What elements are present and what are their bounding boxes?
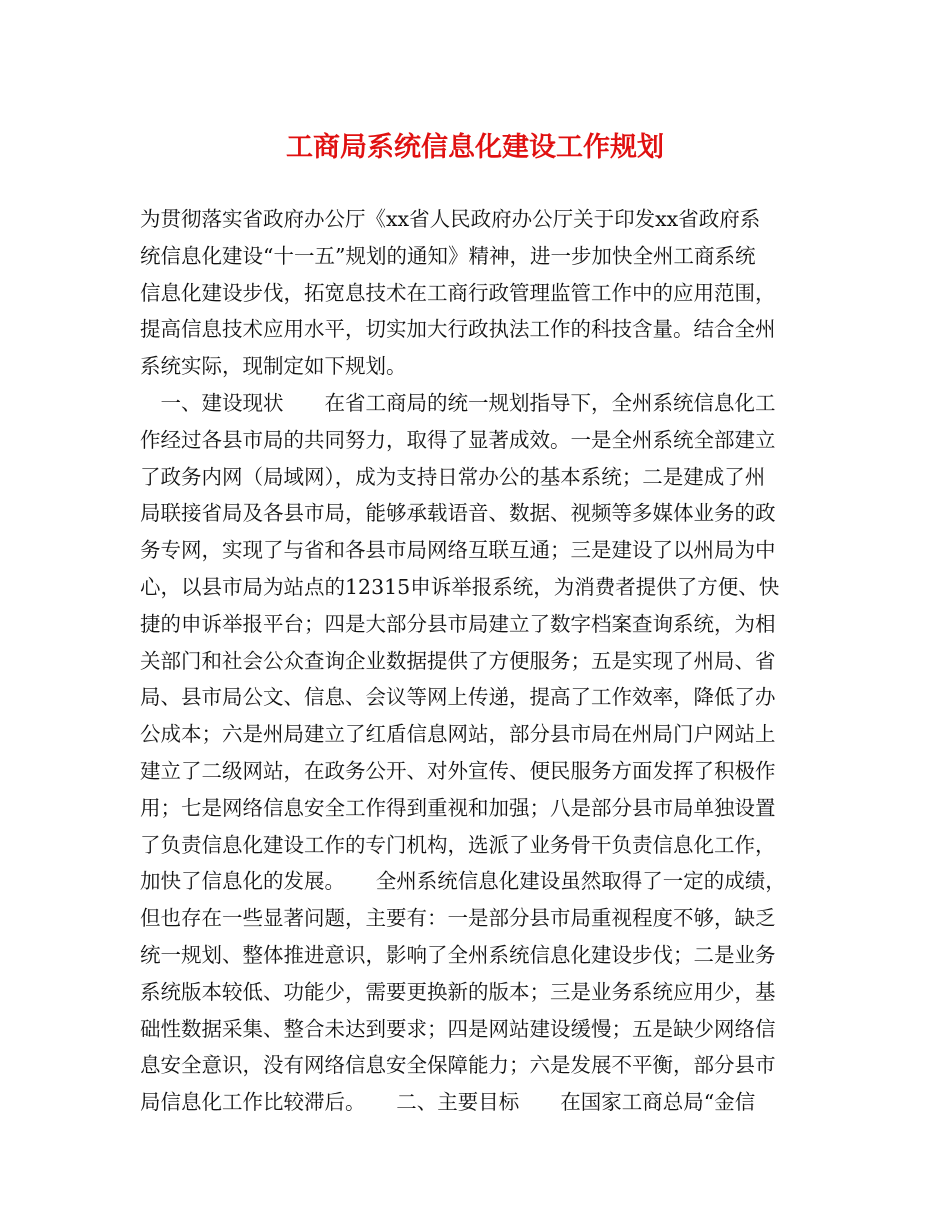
body-line-16: 建立了二级网站，在政务公开、对外宣传、便民服务方面发挥了积极作 [140,758,776,783]
body-line-4: 提高信息技术应用水平，切实加大行政执法工作的科技含量。结合全州 [140,317,776,342]
body-line-23: 础性数据采集、整合未达到要求；四是网站建设缓慢；五是缺少网络信 [140,1016,776,1041]
body-line-24: 息安全意识，没有网络信息安全保障能力；六是发展不平衡，部分县市 [140,1053,776,1078]
body-line-1: 为贯彻落实省政府办公厅《xx省人民政府办公厅关于印发xx省政府系 [140,207,761,231]
body-line-25: 局信息化工作比较滞后。 二、主要目标 在国家工商总局“金信 [140,1090,756,1115]
body-line-15: 公成本；六是州局建立了红盾信息网站，部分县市局在州局门户网站上 [140,722,776,747]
body-line-21: 统一规划、整体推进意识，影响了全州系统信息化建设步伐；二是业务 [140,942,776,967]
body-line-12: 捷的申诉举报平台；四是大部分县市局建立了数字档案查询系统，为相 [140,611,776,636]
body-line-3: 信息化建设步伐，拓宽息技术在工商行政管理监管工作中的应用范围， [140,280,776,305]
body-line-19: 加快了信息化的发展。 全州系统信息化建设虽然取得了一定的成绩， [140,869,786,894]
body-line-11: 心，以县市局为站点的12315申诉举报系统，为消费者提供了方便、快 [140,574,780,599]
body-line-7: 作经过各县市局的共同努力，取得了显著成效。一是全州系统全部建立 [140,427,776,452]
body-line-17: 用；七是网络信息安全工作得到重视和加强；八是部分县市局单独设置 [140,795,776,820]
document-title: 工商局系统信息化建设工作规划 [286,132,664,163]
body-line-13: 关部门和社会公众查询企业数据提供了方便服务；五是实现了州局、省 [140,648,776,673]
body-line-22: 系统版本较低、功能少，需要更换新的版本；三是业务系统应用少，基 [140,979,776,1004]
body-line-10: 务专网，实现了与省和各县市局网络互联互通；三是建设了以州局为中 [140,538,776,563]
body-line-8: 了政务内网（局域网），成为支持日常办公的基本系统；二是建成了州 [140,464,766,489]
body-line-18: 了负责信息化建设工作的专门机构，选派了业务骨干负责信息化工作， [140,832,776,857]
body-line-6: 一、建设现状 在省工商局的统一规划指导下，全州系统信息化工 [140,390,776,415]
body-line-2: 统信息化建设“十一五”规划的通知》精神，进一步加快全州工商系统 [140,243,756,268]
body-line-9: 局联接省局及各县市局，能够承载语音、数据、视频等多媒体业务的政 [140,501,776,526]
body-line-20: 但也存在一些显著问题，主要有：一是部分县市局重视程度不够，缺乏 [140,906,776,931]
document-body [140,201,826,1121]
body-line-14: 局、县市局公文、信息、会议等网上传递，提高了工作效率，降低了办 [140,685,776,710]
body-line-5: 系统实际，现制定如下规划。 [140,354,407,379]
